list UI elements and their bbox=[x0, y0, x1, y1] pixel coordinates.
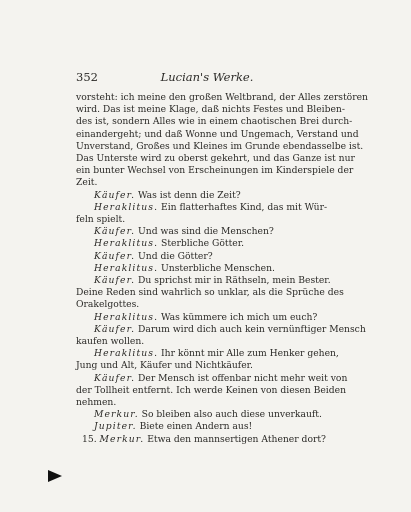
speech-text: Ein flatterhaftes Kind, das mit Wür- bbox=[161, 201, 328, 213]
speaker-name: Heraklitus. bbox=[94, 238, 159, 250]
dialogue-line bbox=[76, 226, 340, 238]
speech-text: Du sprichst mir in Räthseln, mein Bester. bbox=[138, 275, 331, 287]
speaker-name: Heraklitus. bbox=[94, 348, 159, 360]
dialogue-line bbox=[76, 421, 340, 433]
text-line: einandergeht; und daß Wonne und Ungemach, Verstand und bbox=[76, 128, 359, 140]
dialogue-line bbox=[76, 275, 340, 287]
speaker-name: Heraklitus. bbox=[94, 262, 159, 274]
dialogue-line bbox=[76, 348, 340, 360]
speaker-name: Jupiter. bbox=[94, 421, 137, 433]
speaker-name: Käufer. bbox=[94, 372, 136, 384]
dialogue-continuation: Deine Reden sind wahrlich so unklar, als die Sprüche des bbox=[76, 287, 344, 299]
speaker-name: Käufer. bbox=[94, 250, 136, 262]
speaker-name: Heraklitus. bbox=[94, 311, 159, 323]
dialogue-line bbox=[76, 409, 340, 421]
dialogue-line bbox=[76, 202, 340, 214]
dialogue-continuation: Orakelgottes. bbox=[76, 299, 140, 311]
speech-text: Und die Götter? bbox=[138, 250, 213, 262]
speech-text: Sterbliche Götter. bbox=[161, 238, 245, 250]
speaker-name: Käufer. bbox=[94, 189, 136, 201]
dialogue-continuation: feln spielt. bbox=[76, 214, 126, 226]
text-line: wird. Das ist meine Klage, daß nichts Festes und Bleiben- bbox=[76, 104, 345, 116]
dialogue-line bbox=[76, 238, 340, 250]
speech-text: Der Mensch ist offenbar nicht mehr weit von bbox=[138, 372, 348, 384]
speech-text: Und was sind die Menschen? bbox=[138, 226, 274, 238]
running-title: Lucian's Werke. bbox=[160, 70, 254, 84]
dialogue-line bbox=[76, 251, 340, 263]
dialogue-line bbox=[76, 190, 340, 202]
section-number: 15. bbox=[82, 433, 97, 445]
speech-text: Biete einen Andern aus! bbox=[139, 421, 253, 433]
dialogue-line bbox=[76, 434, 340, 446]
black-triangle-marker bbox=[48, 470, 62, 482]
page-header bbox=[76, 70, 338, 86]
speaker-name: Heraklitus. bbox=[94, 201, 159, 213]
speech-text: So bleiben also auch diese unverkauft. bbox=[141, 409, 322, 421]
speech-text: Etwa den mannsertigen Athener dort? bbox=[147, 433, 326, 445]
text-line: vorsteht: ich meine den großen Weltbrand, der Alles zerstören bbox=[76, 92, 368, 103]
speaker-name: Merkur. bbox=[94, 409, 139, 421]
dialogue-continuation: der Tollheit entfernt. Ich werde Keinen von diesen Beiden bbox=[76, 384, 346, 396]
text-line: ein bunter Wechsel von Erscheinungen im Kinderspiele der bbox=[76, 165, 354, 177]
text-line: Zeit. bbox=[76, 177, 98, 189]
speech-text: Ihr könnt mir Alle zum Henker gehen, bbox=[161, 348, 339, 360]
dialogue-continuation: nehmen. bbox=[76, 397, 117, 409]
speech-text: Was kümmere ich mich um euch? bbox=[161, 311, 318, 323]
body-text bbox=[76, 92, 368, 446]
dialogue-line bbox=[76, 263, 340, 275]
dialogue-line bbox=[76, 312, 340, 324]
paragraph bbox=[76, 92, 368, 190]
speaker-name: Merkur. bbox=[99, 433, 145, 445]
speech-text: Darum wird dich auch kein vernünftiger Mensch bbox=[138, 323, 366, 335]
dialogue-line bbox=[76, 323, 366, 336]
speaker-name: Käufer. bbox=[94, 275, 136, 287]
dialogue-continuation: Jung und Alt, Käufer und Nichtkäufer. bbox=[76, 360, 253, 372]
dialogue-line bbox=[76, 372, 348, 385]
text-line: Das Unterste wird zu oberst gekehrt, und das Ganze ist nur bbox=[76, 153, 355, 165]
dialogue-continuation: kaufen wollen. bbox=[76, 336, 145, 348]
speech-text: Unsterbliche Menschen. bbox=[161, 262, 275, 274]
text-line: des ist, sondern Alles wie in einem chaotischen Brei durch- bbox=[76, 116, 353, 128]
speech-text: Was ist denn die Zeit? bbox=[138, 189, 241, 201]
page-number: 352 bbox=[76, 70, 98, 84]
speaker-name: Käufer. bbox=[94, 323, 136, 335]
speaker-name: Käufer. bbox=[94, 226, 136, 238]
text-line: Unverstand, Großes und Kleines im Grunde ebendasselbe ist. bbox=[76, 140, 364, 152]
